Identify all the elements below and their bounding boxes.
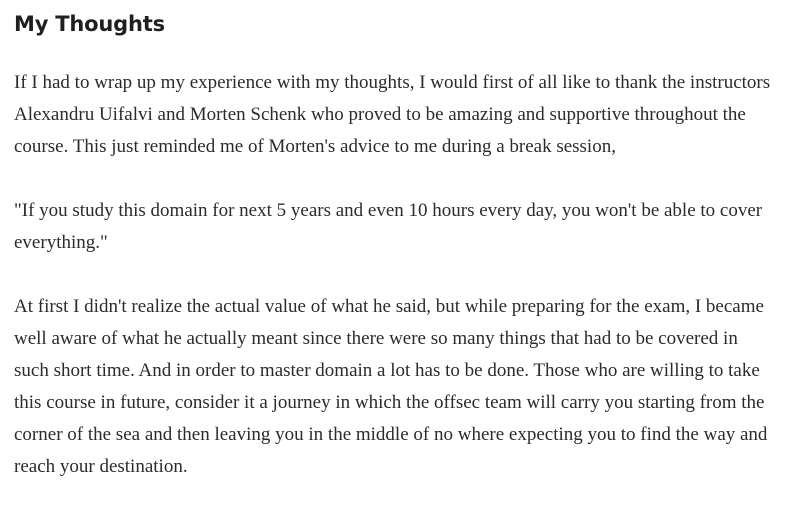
paragraph-conclusion: At first I didn't realize the actual value of what he said, but while preparing for the exam, I became well aware of what he actually meant since there were so many things that had to be covered in such short time. And in order to master domain a lot has to be done. Those who are willing to take this course in future, consider it a journey in which the offsec team will carry you starting from the corner of the sea and then leaving you in the middle of no where expecting you to find the way and reach your destination. — [14, 296, 768, 477]
article-body — [14, 0, 774, 483]
paragraph-intro: If I had to wrap up my experience with my thoughts, I would first of all like to thank the instructors Alexandru Uifalvi and Morten Schenk who proved to be amazing and supportive throughout the course. This just reminded me of Morten's advice to me during a break session, — [14, 72, 771, 157]
paragraph-quote: "If you study this domain for next 5 years and even 10 hours every day, you won't be able to cover everything." — [14, 200, 763, 253]
section-heading: My Thoughts — [14, 12, 165, 36]
